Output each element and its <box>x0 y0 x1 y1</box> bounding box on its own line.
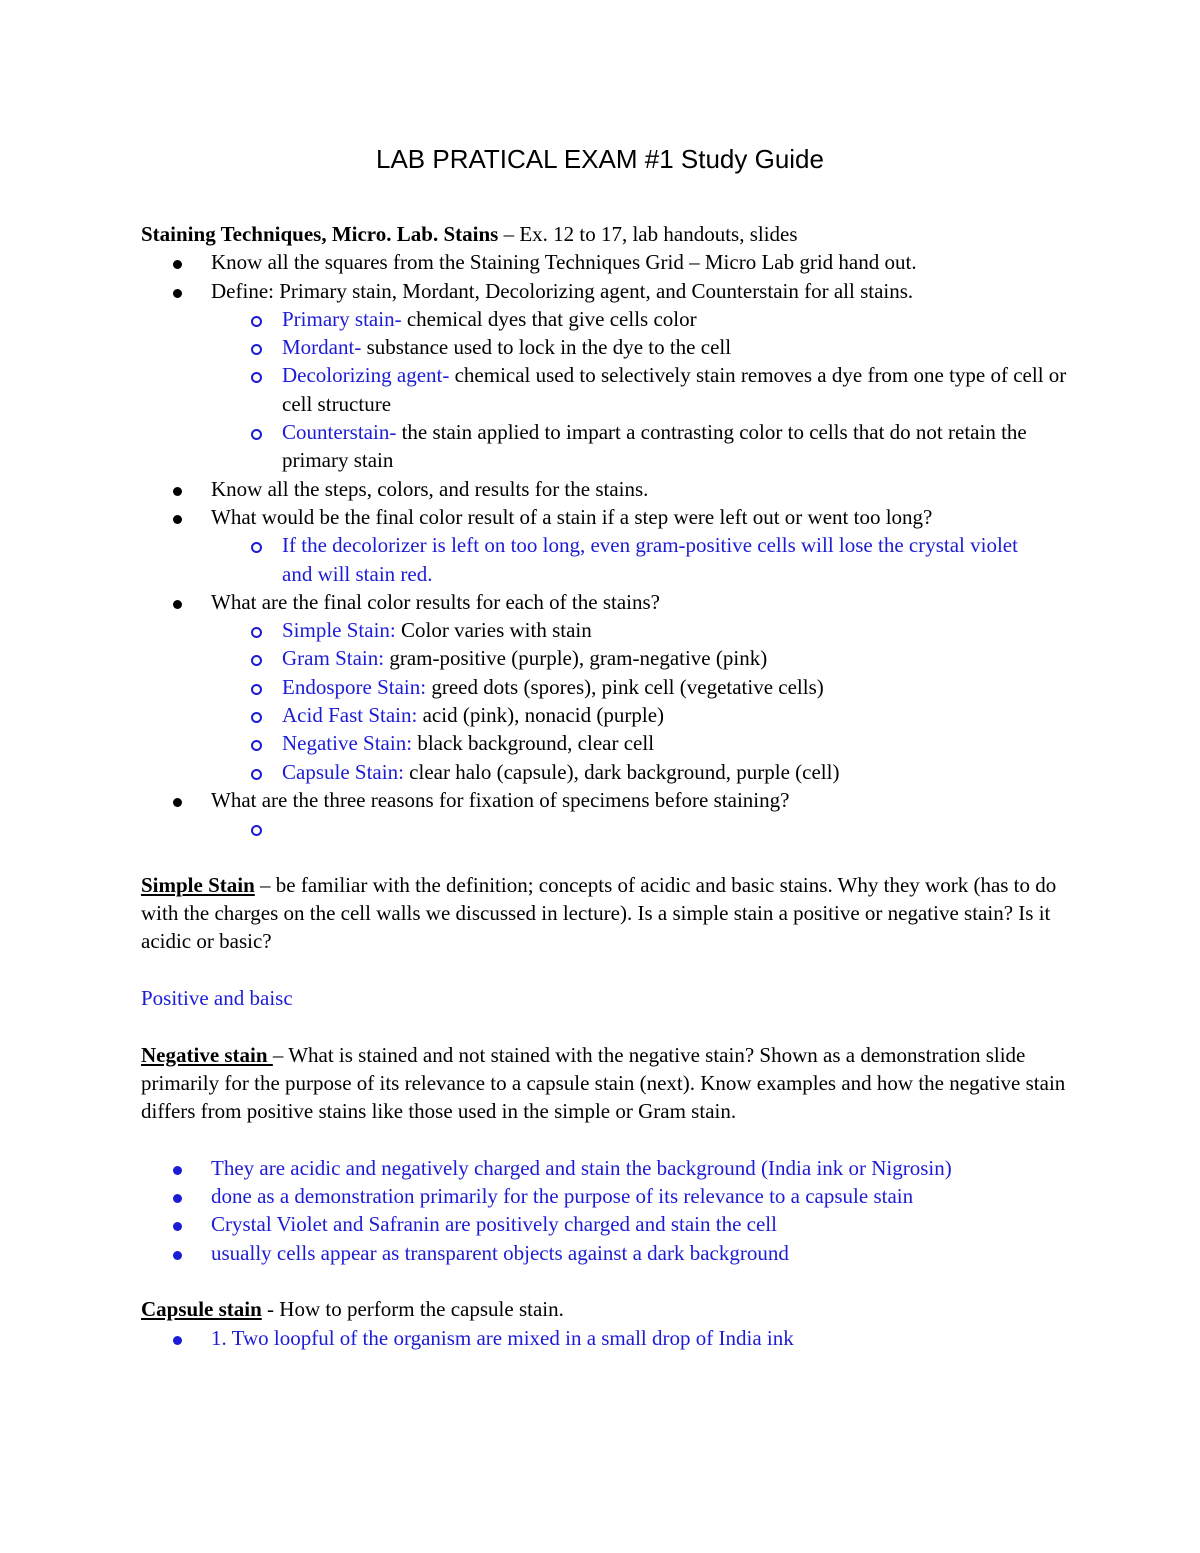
sub-list-item <box>141 701 1066 729</box>
answer-text: If the decolorizer is left on too long, even gram-positive cells will lose the crystal violet and will stain red. <box>282 533 1018 586</box>
circle-bullet-icon <box>251 740 262 751</box>
circle-bullet-icon <box>251 684 262 695</box>
bullet-icon <box>173 289 182 298</box>
page-title: LAB PRATICAL EXAM #1 Study Guide <box>376 144 824 174</box>
list-item-text: What are the three reasons for fixation of specimens before staining? <box>211 787 790 812</box>
circle-bullet-icon <box>251 316 262 327</box>
capsule-stain-heading: Capsule stain <box>141 1297 262 1322</box>
staining-heading: Staining Techniques, Micro. Lab. Stains <box>141 222 499 246</box>
list-item <box>141 588 1066 616</box>
list-item <box>141 1239 1066 1267</box>
sub-list-item <box>141 673 1066 701</box>
document-body <box>141 220 1066 1352</box>
result-text: black background, clear cell <box>412 731 655 756</box>
list-item <box>141 503 1066 531</box>
circle-bullet-icon <box>251 372 262 383</box>
circle-bullet-icon <box>251 825 262 836</box>
result-text: acid (pink), nonacid (purple) <box>417 703 665 728</box>
circle-bullet-icon <box>251 429 262 440</box>
list-item <box>141 248 1066 276</box>
circle-bullet-icon <box>251 769 262 780</box>
sub-list-item-empty <box>141 814 1066 842</box>
result-term: Endospore Stain: <box>282 674 427 699</box>
definition-term: Counterstain- <box>282 420 397 445</box>
circle-bullet-icon <box>251 655 262 666</box>
list-item <box>141 1210 1066 1238</box>
list-item-text: What are the final color results for each of the stains? <box>211 589 660 614</box>
result-term: Acid Fast Stain: <box>282 703 418 728</box>
negative-stain-text: – What is stained and not stained with the negative stain? Shown as a demonstration slide primarily for the purpose of its relevance to a capsule stain (next). Know examples and how the negative stain differs from positive stains like those used in the simple or Gram stain. <box>141 1042 1066 1124</box>
sub-list-item <box>141 758 1066 786</box>
result-text: clear halo (capsule), dark background, purple (cell) <box>403 759 840 784</box>
sub-list-item <box>141 729 1066 757</box>
circle-bullet-icon <box>251 542 262 553</box>
section-heading-staining <box>141 220 1066 248</box>
definition-text: chemical used to selectively stain removes a dye from one type of cell or cell structure <box>282 363 1067 416</box>
definition-text: chemical dyes that give cells color <box>401 306 697 331</box>
definition-term: Primary stain- <box>282 306 402 331</box>
circle-bullet-icon <box>251 627 262 638</box>
result-term: Negative Stain: <box>282 731 413 756</box>
bullet-icon <box>173 1166 182 1175</box>
list-item <box>141 1324 1066 1352</box>
bullet-icon <box>173 1251 182 1260</box>
bullet-icon <box>173 260 182 269</box>
answer-text: 1. Two loopful of the organism are mixed in a small drop of India ink <box>211 1325 794 1350</box>
staining-heading-rest: – Ex. 12 to 17, lab handouts, slides <box>498 222 798 246</box>
definition-term: Decolorizing agent- <box>282 363 450 388</box>
sub-list-item <box>141 333 1066 361</box>
result-term: Simple Stain: <box>282 618 396 643</box>
simple-stain-heading: Simple Stain <box>141 872 255 897</box>
sub-list-item <box>141 616 1066 644</box>
answer-text: Crystal Violet and Safranin are positively charged and stain the cell <box>211 1212 777 1237</box>
circle-bullet-icon <box>251 712 262 723</box>
definition-text: the stain applied to impart a contrasting color to cells that do not retain the primary stain <box>282 420 1027 473</box>
sub-list-item <box>141 361 1072 418</box>
circle-bullet-icon <box>251 344 262 355</box>
list-item-text: What would be the final color result of a stain if a step were left out or went too long? <box>211 504 933 529</box>
list-item <box>141 1154 1001 1182</box>
simple-stain-text: – be familiar with the definition; concepts of acidic and basic stains. Why they work (has to do with the charges on the cell walls we discussed in lecture). Is a simple stain a positive or negative stain? Is it acidic or basic? <box>141 872 1057 954</box>
list-item-text: Know all the squares from the Staining Techniques Grid – Micro Lab grid hand out. <box>211 250 917 275</box>
answer-text: done as a demonstration primarily for the purpose of its relevance to a capsule stain <box>211 1184 914 1209</box>
sub-list-item <box>141 305 1066 333</box>
list-item-text: Define: Primary stain, Mordant, Decolorizing agent, and Counterstain for all stains. <box>211 278 914 303</box>
result-text: Color varies with stain <box>395 618 592 643</box>
section-negative-stain <box>141 1041 1066 1126</box>
bullet-icon <box>173 487 182 496</box>
capsule-stain-text: - How to perform the capsule stain. <box>261 1297 564 1322</box>
bullet-icon <box>173 600 182 609</box>
bullet-icon <box>173 1194 182 1203</box>
section-capsule-stain <box>141 1295 1066 1323</box>
section-simple-stain <box>141 871 1066 956</box>
result-term: Capsule Stain: <box>282 759 404 784</box>
result-term: Gram Stain: <box>282 646 385 671</box>
bullet-icon <box>173 1336 182 1345</box>
bullet-icon <box>173 515 182 524</box>
list-item <box>141 475 1066 503</box>
list-item <box>141 277 1066 305</box>
list-item-text: Know all the steps, colors, and results for the stains. <box>211 476 649 501</box>
list-item <box>141 786 1066 814</box>
answer-text: usually cells appear as transparent objects against a dark background <box>211 1240 789 1265</box>
bullet-icon <box>173 1222 182 1231</box>
definition-term: Mordant- <box>282 335 362 360</box>
sub-list-item <box>141 531 1042 588</box>
definition-text: substance used to lock in the dye to the cell <box>361 335 732 360</box>
answer-text: They are acidic and negatively charged and stain the background (India ink or Nigrosin) <box>211 1155 952 1180</box>
sub-list-item <box>141 418 1072 475</box>
list-item <box>141 1182 1066 1210</box>
result-text: greed dots (spores), pink cell (vegetative cells) <box>426 674 824 699</box>
result-text: gram-positive (purple), gram-negative (pink) <box>384 646 768 671</box>
sub-list-item <box>141 644 1066 672</box>
simple-stain-answer: Positive and baisc <box>141 986 293 1011</box>
negative-stain-heading: Negative stain <box>141 1042 273 1067</box>
bullet-icon <box>173 798 182 807</box>
